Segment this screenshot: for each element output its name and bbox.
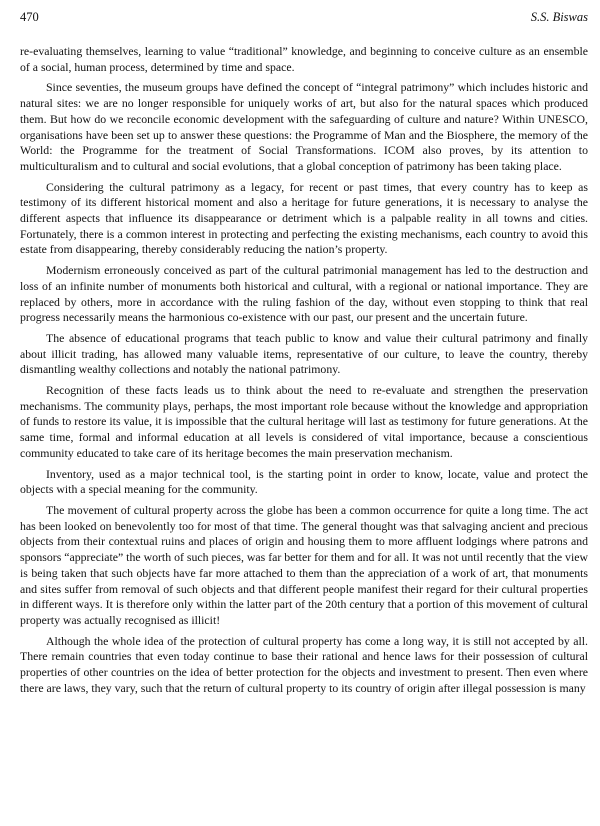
page-number: 470 bbox=[20, 10, 39, 24]
paragraph: Recognition of these facts leads us to think about the need to re-evaluate and strengthen the preservation mechanisms. The community plays, perhaps, the most important role because without the knowledge and appropriation of funds to restore its value, it is impossible that the cultural heritage will last as testimony for future generations. At the same time, formal and informal education at all levels is considered of vital importance, because a conscientious community educated to take care of its heritage becomes the main preservation mechanism. bbox=[20, 383, 588, 460]
body-text bbox=[20, 44, 588, 696]
paragraph: The movement of cultural property across the globe has been a common occurrence for quite a long time. The act has been looked on benevolently too for most of that time. The general thought was that salvaging ancient and precious objects from their contextual ruins and places of origin and housing them to more affluent lodgings where patrons and sponsors “appreciate” the worth of such pieces, was far better for them and for all. It was not until recently that the view is being taken that such objects have far more attached to them than the appreciation of a work of art, that monuments and sites suffer from removal of such objects and that different people manifest their regard for their cultural properties in different ways. It is therefore only within the latter part of the 20th century that a portion of this movement of cultural property was actually recognised as illicit! bbox=[20, 502, 588, 627]
paragraph: Modernism erroneously conceived as part of the cultural patrimonial management has led to the destruction and loss of an infinite number of monuments both historical and cultural, with a regional or national importance. They are replaced by others, more in accordance with the ruling fashion of the day, without even stopping to think that real progress necessarily means the harmonious co-existence with our past, our present and the uncertain future. bbox=[20, 263, 588, 325]
paragraph: re-evaluating themselves, learning to value “traditional” knowledge, and beginning to conceive culture as an ensemble of a social, human process, determined by time and space. bbox=[20, 44, 588, 74]
paragraph: Although the whole idea of the protection of cultural property has come a long way, it is still not accepted by all. There remain countries that even today continue to base their rational and hence laws for their possession of cultural properties of other countries on the idea of better protection for the objects and investment to present. Then even where there are laws, they vary, such that the return of cultural property to its country of origin after illegal possession is many bbox=[20, 633, 588, 695]
document-page bbox=[20, 10, 588, 701]
paragraph: Considering the cultural patrimony as a legacy, for recent or past times, that every country has to keep as testimony of its different historical moment and also a heritage for future generations, it is necessary to analyse the different aspects that influence its disappearance or detriment which is a palpable reality in all towns and cities. Fortunately, there is a common interest in protecting and perfecting the existing mechanisms, each country to avoid this estate from disappearing, thereby considerably reducing the nation’s property. bbox=[20, 179, 588, 257]
paragraph: Since seventies, the museum groups have defined the concept of “integral patrimony” which includes historic and natural sites: we are no longer responsible for uniquely works of art, but also for the natural spaces which produced them. But how do we reconcile economic development with the safeguarding of culture and nature? Within UNESCO, organisations have been set up to answer these questions: the Programme of Man and the Biosphere, the memory of the World: the Programme for the treatment of Social Transformations. ICOM also proves, by its attention to multiculturalism and to cultural and social evolutions, that a global conception of patrimony has been taking place. bbox=[20, 80, 588, 173]
running-head-author: S.S. Biswas bbox=[530, 10, 588, 24]
paragraph: The absence of educational programs that teach public to know and value their cultural patrimony and finally about illicit trading, has allowed many valuable items, representative of our culture, to leave the country, thereby dismantling wealthy collections and notably the national patrimony. bbox=[20, 330, 588, 377]
paragraph: Inventory, used as a major technical tool, is the starting point in order to know, locate, value and protect the objects with a special meaning for the community. bbox=[20, 466, 588, 497]
running-header bbox=[20, 10, 588, 28]
